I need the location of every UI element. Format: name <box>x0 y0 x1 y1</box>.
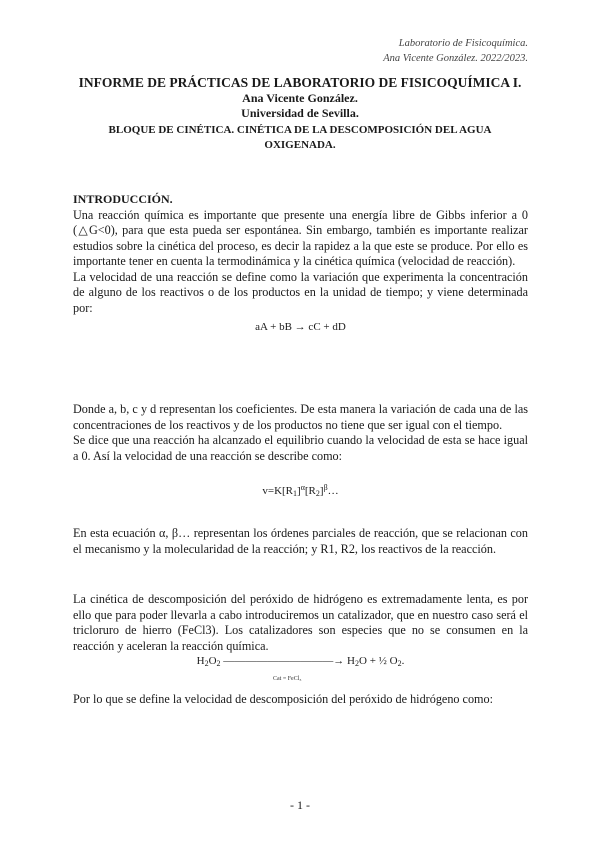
running-header <box>383 36 528 66</box>
decomposition-reaction: $H_2O_2$ ——————————→ $H_2O$ + ½ $O_2$. <box>196 655 405 668</box>
university-name: Universidad de Sevilla. <box>241 106 359 120</box>
author-name: Ana Vicente González. <box>242 91 358 105</box>
paragraph-gibbs: Una reacción química es importante que presente una energía libre de Gibbs inferior a 0 (△G<0), para que esta pueda ser espontánea. Sin embargo, también es importante realizar estudios sobre la cinética del proceso, es decir la rapidez a la que este se produce. Por ello es importante tener en cuenta la termodinámica y la cinética química (velocidad de reacción). <box>73 207 528 268</box>
paragraph-coefficients: Donde a, b, c y d representan los coeficientes. De esta manera la variación de cada una de las concentraciones de los reactivos y de los productos no tiene que ser igual con el tiempo. <box>73 402 528 432</box>
block-title: BLOQUE DE CINÉTICA. CINÉTICA DE LA DESCOMPOSICIÓN DEL AGUA OXIGENADA. <box>108 124 492 151</box>
paragraph-velocity-definition: La velocidad de una reacción se define como la variación que experimenta la concentración de alguno de los reactivos o de los productos en la unidad de tiempo; y viene determinada por: <box>73 269 528 315</box>
title-block <box>72 74 528 153</box>
general-reaction-equation: aA + bB → cC + dD <box>255 321 346 333</box>
page-number: - 1 - <box>290 798 310 812</box>
rate-law-equation: $v=K[R_1]^\alpha[R_2]^\beta\dots$ <box>262 483 339 498</box>
paragraph-decomposition-rate: Por lo que se define la velocidad de descomposición del peróxido de hidrógeno como: <box>73 692 494 706</box>
intro-section-middle <box>73 402 528 502</box>
catalysis-section <box>73 592 528 672</box>
section-heading: INTRODUCCIÓN. <box>73 192 173 206</box>
paragraph-equilibrium: Se dice que una reacción ha alcanzado el equilibrio cuando la velocidad de esta se hace igual a 0. Así la velocidad de una reacción se describe como: <box>73 433 528 463</box>
intro-section-top <box>73 192 528 336</box>
catalyst-label: Cat = FeCl₃ <box>273 676 302 682</box>
paragraph-catalyst: La cinética de descomposición del peróxido de hidrógeno es extremadamente lenta, es por ello que para poder llevarla a cabo introduciremos un catalizador, que en nuestro caso será el tricloruro de hierro (FeCl3). Los catalizadores son especies que no se consumen en la reacción y aceleran la reacción química. <box>73 592 528 653</box>
paragraph-orders: En esta ecuación α, β… representan los órdenes parciales de reacción, que se relacionan con el mecanismo y la molecularidad de la reacción; y R1, R2, los reactivos de la reacción. <box>73 526 528 556</box>
header-course: Laboratorio de Fisicoquímica. <box>398 38 528 49</box>
report-title: INFORME DE PRÁCTICAS DE LABORATORIO DE FISICOQUÍMICA I. <box>78 75 522 90</box>
header-author-year: Ana Vicente González. 2022/2023. <box>383 53 528 64</box>
